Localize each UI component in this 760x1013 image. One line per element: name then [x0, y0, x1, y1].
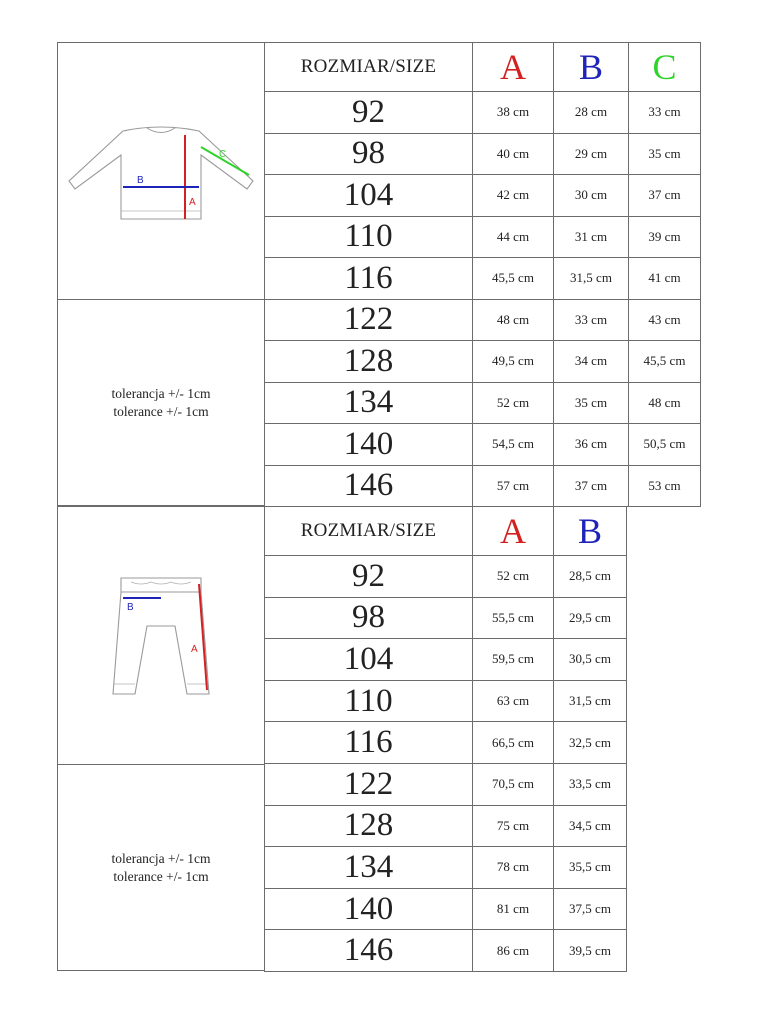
measurement-c: 53 cm: [628, 465, 701, 508]
measurement-a: 54,5 cm: [472, 423, 554, 466]
size-value: 116: [264, 257, 473, 300]
measurement-c: 43 cm: [628, 299, 701, 342]
measurement-a: 63 cm: [472, 680, 554, 723]
size-value: 146: [264, 465, 473, 508]
measurement-c: 45,5 cm: [628, 340, 701, 383]
tolerance-en: tolerance +/- 1cm: [113, 868, 209, 884]
measurement-b: 30 cm: [553, 174, 629, 217]
measurement-c: 33 cm: [628, 91, 701, 134]
size-header: ROZMIAR/SIZE: [264, 42, 473, 92]
measurement-b: 36 cm: [553, 423, 629, 466]
letter-a: A: [500, 47, 526, 87]
measurement-a: 38 cm: [472, 91, 554, 134]
column-a-header: [472, 42, 554, 92]
measurement-a: 44 cm: [472, 216, 554, 259]
measurement-a: 45,5 cm: [472, 257, 554, 300]
measurement-a: 78 cm: [472, 846, 554, 889]
size-value: 140: [264, 888, 473, 931]
measurement-a: 52 cm: [472, 555, 554, 598]
shirt-diagram-cell: [57, 42, 265, 300]
size-value: 140: [264, 423, 473, 466]
measurement-b: 31,5 cm: [553, 257, 629, 300]
measurement-b: 37,5 cm: [553, 888, 627, 931]
measurement-b: 34 cm: [553, 340, 629, 383]
measurement-b: 30,5 cm: [553, 638, 627, 681]
measurement-a: 59,5 cm: [472, 638, 554, 681]
measurement-b: 35,5 cm: [553, 846, 627, 889]
measurement-b: 35 cm: [553, 382, 629, 425]
measurement-a: 49,5 cm: [472, 340, 554, 383]
trousers-tolerance-cell: [57, 764, 265, 971]
size-value: 122: [264, 299, 473, 342]
size-value: 98: [264, 597, 473, 640]
measurement-c: 41 cm: [628, 257, 701, 300]
column-a-header: [472, 506, 554, 556]
measurement-b: 33,5 cm: [553, 763, 627, 806]
measurement-c: 35 cm: [628, 133, 701, 176]
trousers-diagram-icon: [91, 566, 231, 706]
size-value: 128: [264, 340, 473, 383]
column-b-header: [553, 506, 627, 556]
shirt-label-b: B: [137, 175, 144, 186]
shirt-label-a: A: [189, 197, 196, 208]
measurement-b: 39,5 cm: [553, 929, 627, 972]
measurement-a: 48 cm: [472, 299, 554, 342]
size-value: 128: [264, 805, 473, 848]
shirt-label-c: C: [219, 149, 227, 160]
measurement-a: 55,5 cm: [472, 597, 554, 640]
size-value: 110: [264, 216, 473, 259]
letter-c: C: [652, 47, 677, 87]
trousers-label-a: A: [191, 643, 198, 655]
trousers-diagram-cell: [57, 506, 265, 765]
letter-b: B: [577, 511, 602, 551]
measurement-b: 34,5 cm: [553, 805, 627, 848]
measurement-a: 86 cm: [472, 929, 554, 972]
measurement-a: 75 cm: [472, 805, 554, 848]
measurement-b: 28 cm: [553, 91, 629, 134]
column-c-header: [628, 42, 701, 92]
size-value: 110: [264, 680, 473, 723]
size-value: 146: [264, 929, 473, 972]
measurement-a: 57 cm: [472, 465, 554, 508]
measurement-c: 37 cm: [628, 174, 701, 217]
size-value: 92: [264, 555, 473, 598]
shirt-diagram-icon: [61, 111, 261, 231]
column-b-header: [553, 42, 629, 92]
size-value: 116: [264, 721, 473, 764]
measurement-c: 50,5 cm: [628, 423, 701, 466]
measurement-b: 29 cm: [553, 133, 629, 176]
shirt-tolerance-cell: [57, 299, 265, 506]
measurement-a: 42 cm: [472, 174, 554, 217]
measurement-a: 52 cm: [472, 382, 554, 425]
measurement-c: 48 cm: [628, 382, 701, 425]
measurement-b: 29,5 cm: [553, 597, 627, 640]
measurement-a: 40 cm: [472, 133, 554, 176]
measurement-a: 81 cm: [472, 888, 554, 931]
measurement-b: 37 cm: [553, 465, 629, 508]
measurement-b: 28,5 cm: [553, 555, 627, 598]
tolerance-pl: tolerancja +/- 1cm: [111, 850, 211, 866]
measurement-b: 33 cm: [553, 299, 629, 342]
size-value: 134: [264, 846, 473, 889]
measurement-b: 31,5 cm: [553, 680, 627, 723]
size-value: 92: [264, 91, 473, 134]
trousers-label-b: B: [127, 601, 134, 613]
size-value: 134: [264, 382, 473, 425]
measurement-a: 70,5 cm: [472, 763, 554, 806]
tolerance-en: tolerance +/- 1cm: [113, 403, 209, 419]
measurement-c: 39 cm: [628, 216, 701, 259]
size-value: 122: [264, 763, 473, 806]
measurement-b: 32,5 cm: [553, 721, 627, 764]
tolerance-pl: tolerancja +/- 1cm: [111, 385, 211, 401]
letter-a: A: [500, 511, 526, 551]
letter-b: B: [578, 47, 603, 87]
measurement-a: 66,5 cm: [472, 721, 554, 764]
size-value: 104: [264, 174, 473, 217]
size-header: ROZMIAR/SIZE: [264, 506, 473, 556]
size-value: 98: [264, 133, 473, 176]
measurement-b: 31 cm: [553, 216, 629, 259]
size-value: 104: [264, 638, 473, 681]
